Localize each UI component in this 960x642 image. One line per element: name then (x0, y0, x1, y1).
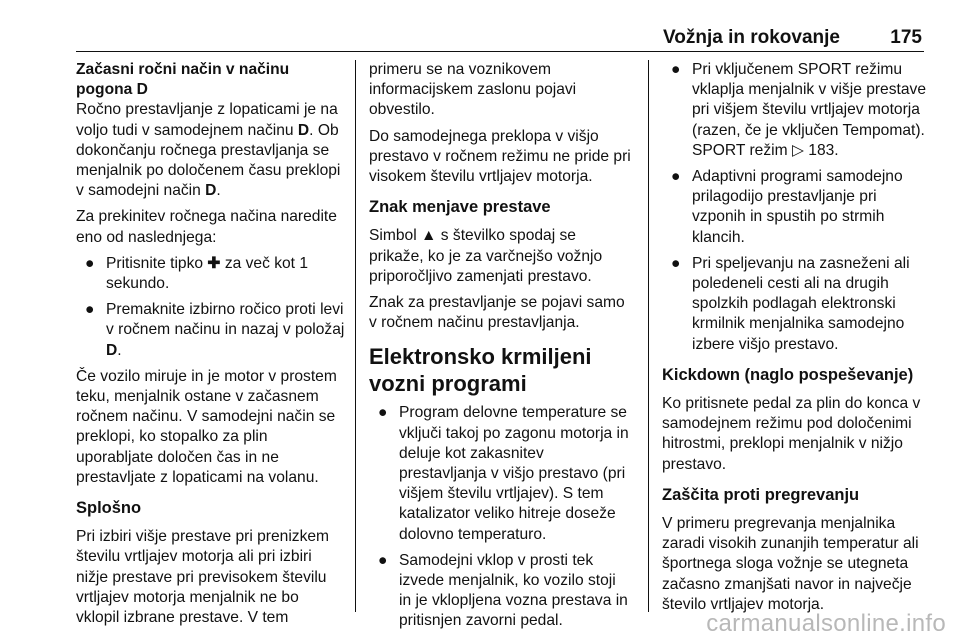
text: Pri vključenem SPORT režimu vklaplja menjalnik v višje prestave pri višjem številu vrtljajev motorja (razen, če je vključen Tempomat). SPORT režim (692, 61, 927, 159)
page-reference-icon: ▷ (791, 141, 804, 159)
paragraph: Pri izbiri višje prestave pri prenizkem številu vrtljajev motorja ali pri izbiri nižje prestave pri previsokem številu vrtljajev motorja menjalnik ne bo vklopil izbrane prestave. V tem (76, 528, 330, 627)
bullet-icon: ● (378, 551, 388, 569)
column-divider (355, 60, 356, 612)
text: . Ob dokončanju ročnega prestavljanja se menjalnik po določenem času preklopi v samodejni način (76, 121, 341, 200)
section-heading: Kickdown (naglo pospeševanje) (662, 365, 914, 384)
paragraph (369, 226, 631, 287)
column-divider (648, 60, 649, 612)
text: Simbol (369, 227, 421, 245)
text: . (216, 182, 221, 200)
list-item (76, 300, 346, 361)
bullet-list (76, 254, 346, 361)
paragraph: V primeru pregrevanja menjalnika zaradi visokih zunanjih temperatur ali športnega sloga vožnje se utegneta začasno zmanjšati navor in največje število vrtljajev motorja. (662, 515, 919, 613)
text: Ročno prestavljanje z lopaticami je na voljo tudi v samodejnem načinu (76, 101, 338, 139)
bullet-icon: ● (85, 301, 95, 319)
page-header (0, 0, 960, 52)
paragraph: Znak za prestavljanje se pojavi samo v ročnem načinu prestavljanja. (369, 294, 625, 332)
page-reference: 183. (803, 141, 839, 159)
paragraph: Če vozilo miruje in je motor v prostem teku, menjalnik ostane v začasnem ročnem načinu. V samodejni način se preklopi, ko stopalko za plin uporabljate določen čas in ne prestavljate z lopaticami na volanu. (76, 367, 337, 486)
text: Program delovne temperature se vključi takoj po zagonu motorja in deluje kot zakasnitev prestavljanja v višjo prestavo (pri višjem številu vrtljajev). S tem katalizator veliko hitreje doseže dolovno temperaturo. (399, 404, 629, 543)
paragraph: Za prekinitev ročnega načina naredite eno od naslednjega: (76, 208, 337, 246)
drive-mode-key: D (205, 182, 217, 200)
page-number: 175 (890, 27, 922, 48)
list-item (76, 254, 346, 294)
bullet-icon: ● (85, 254, 95, 272)
bullet-icon: ● (671, 254, 681, 272)
bullet-list (369, 403, 631, 631)
list-item (662, 254, 926, 355)
column-2 (369, 60, 631, 638)
text: s številko spodaj se prikaže, ko je za varčnejšo vožnjo priporočljivo zamenjati prestavo. (369, 227, 603, 285)
list-item (369, 403, 631, 544)
drive-mode-key: D (106, 341, 118, 359)
page-title: Vožnja in rokovanje (662, 27, 840, 48)
plus-icon: ✚ (207, 254, 221, 272)
watermark: carmanualsonline.info (706, 610, 946, 637)
list-item (369, 551, 631, 632)
column-3 (662, 60, 926, 621)
section-heading: Splošno (76, 499, 142, 518)
paragraph: primeru se na voznikovem informacijskem zaslonu pojavi obvestilo. (369, 61, 577, 119)
text: . (117, 341, 122, 359)
section-heading: Znak menjave prestave (369, 198, 551, 217)
bullet-list (662, 60, 926, 355)
paragraph: Ko pritisnete pedal za plin do konca v samodejnem režimu pod določenimi hitrostmi, preklopi menjalnik v nižjo prestavo. (662, 395, 921, 473)
list-item (662, 167, 926, 248)
column-1 (76, 60, 346, 634)
text: Samodejni vklop v prosti tek izvede menjalnik, ko vozilo stoji in je vklopljena vozna prestava in pritisnjen zavorni pedal. (399, 551, 628, 630)
section-heading: Zaščita proti pregrevanju (662, 485, 860, 504)
section-heading: Začasni ročni način v načinu pogona D (76, 61, 290, 99)
bullet-icon: ● (671, 61, 681, 78)
paragraph (76, 100, 346, 201)
text: Premaknite izbirno ročico proti levi v ročnem načinu in nazaj v položaj (106, 301, 345, 339)
header-rule (76, 51, 924, 52)
text: Adaptivni programi samodejno prilagodijo prestavljanje pri vzponih in spustih po strmih klancih. (692, 168, 903, 246)
drive-mode-key: D (297, 121, 310, 139)
bullet-icon: ● (671, 168, 681, 186)
text: Pri speljevanju na zasneženi ali poledeneli cesti ali na drugih spolzkih podlagah elektronski krmilnik menjalnika samodejno izbere višjo prestavo. (692, 254, 910, 353)
shift-indicator-icon: ▲ (421, 227, 437, 245)
text: za več kot 1 sekundo. (106, 254, 309, 293)
bullet-icon: ● (378, 404, 388, 422)
section-heading: Elektronsko krmiljeni vozni programi (369, 344, 592, 397)
paragraph: Do samodejnega preklopa v višjo prestavo v ročnem režimu ne pride pri visokem številu vrtljajev motorja. (369, 127, 631, 186)
text: Pritisnite tipko (106, 254, 208, 272)
list-item (662, 60, 926, 161)
